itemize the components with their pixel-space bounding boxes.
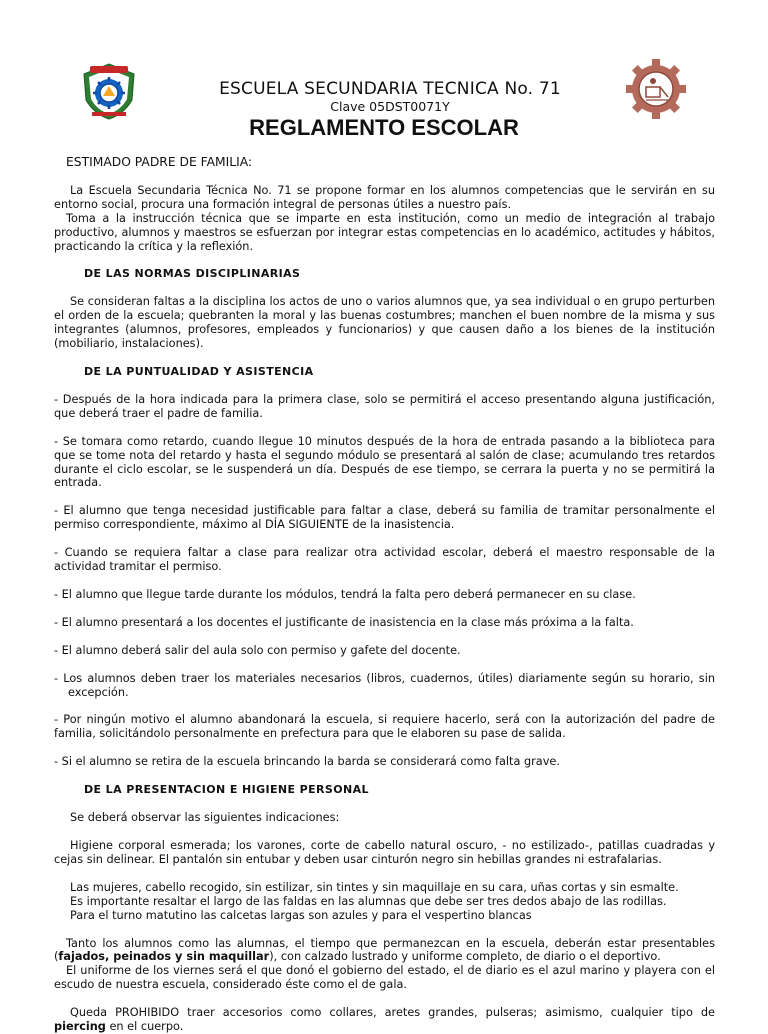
rule-item: - Después de la hora indicada para la primera clase, solo se permitirá el acceso presentando alguna justificación, que deberá traer el padre de familia. [54, 392, 715, 420]
section-heading-presentacion: DE LA PRESENTACION E HIGIENE PERSONAL [84, 783, 369, 797]
prohibido-text-end: en el cuerpo. [105, 1020, 184, 1034]
rule-item: - Si el alumno se retira de la escuela brincando la barda se considerará como falta grave. [54, 755, 560, 769]
presentables-paragraph [54, 937, 715, 965]
school-clave: Clave 05DST0071Y [330, 99, 450, 114]
uniforme-paragraph: El uniforme de los viernes será el que donó el gobierno del estado, el de diario es el azul marino y playera con el escudo de nuestra escuela, considerado éste como el de gala. [54, 964, 715, 992]
section-heading-puntualidad: DE LA PUNTUALIDAD Y ASISTENCIA [84, 364, 314, 378]
prohibido-emphasis: piercing [54, 1020, 106, 1034]
rule-item: - Los alumnos deben traer los materiales necesarios (libros, cuadernos, útiles) diariamente según su horario, sin excepción. [54, 671, 715, 699]
section-heading-normas: DE LAS NORMAS DISCIPLINARIAS [84, 267, 301, 281]
presentables-text-end: ), con calzado lustrado y uniforme completo, de diario o el deportivo. [269, 950, 661, 964]
rule-item: - El alumno que tenga necesidad justificable para faltar a clase, deberá su familia de tramitar personalmente el permiso correspondiente, máximo al DÍA SIGUIENTE de la inasistencia. [54, 504, 715, 532]
page-title: REGLAMENTO ESCOLAR [249, 115, 519, 140]
rule-item: - Cuando se requiera faltar a clase para realizar otra actividad escolar, deberá el maestro responsable de la actividad tramitar el permiso. [54, 546, 715, 574]
school-name: ESCUELA SECUNDARIA TECNICA No. 71 [219, 79, 561, 99]
intro-paragraph-2: Toma a la instrucción técnica que se imparte en esta institución, como un medio de integración al trabajo productivo, alumnos y maestros se esfuerzan por integrar estas competencias en lo académico, actitudes y hábitos, practicando la crítica y la reflexión. [54, 211, 715, 253]
mujeres-line-2: Es importante resaltar el largo de las faldas en las alumnas que debe ser tres dedos abajo de las rodillas. [70, 894, 667, 908]
presentables-text-start: Tanto los alumnos como las alumnas, el tiempo que permanezcan en la escuela, deberán estar presentables ( [54, 936, 715, 964]
normas-paragraph: Se consideran faltas a la disciplina los actos de uno o varios alumnos que, ya sea individual o en grupo perturben el orden de la escuela; quebranten la moral y las buenas costumbres; manchen el buen nombre de la misma y sus integrantes (alumnos, profesores, empleados y funcionarios) y que causen daño a los bienes de la institución (mobiliario, instalaciones). [54, 295, 715, 351]
presentacion-lead: Se deberá observar las siguientes indicaciones: [70, 811, 340, 825]
rule-item: - Por ningún motivo el alumno abandonará la escuela, si requiere hacerlo, será con la autorización del padre de familia, solicitándolo personalmente en prefectura para que le elaboren su pase de salida. [54, 713, 715, 741]
intro-paragraph-1: La Escuela Secundaria Técnica No. 71 se propone formar en los alumnos competencias que le servirán en su entorno social, procura una formación integral de personas útiles a nuestro país. [54, 183, 715, 211]
document-body [54, 156, 715, 1034]
rule-item: - Se tomara como retardo, cuando llegue 10 minutos después de la hora de entrada pasando a la biblioteca para que se tome nota del retardo y hasta el segundo módulo se presentará al salón de clase; acumulando tres retardos durante el ciclo escolar, se le suspenderá un día. Después de ese tiempo, se cerrara la puerta y no se permitirá la entrada. [54, 434, 715, 490]
prohibido-paragraph [54, 1006, 715, 1034]
rule-item: - El alumno que llegue tarde durante los módulos, tendrá la falta pero deberá permanecer en su clase. [54, 587, 636, 601]
rule-item: - El alumno deberá salir del aula solo con permiso y gafete del docente. [54, 643, 461, 657]
mujeres-line-3: Para el turno matutino las calcetas largas son azules y para el vespertino blancas [70, 908, 532, 922]
mujeres-line-1: Las mujeres, cabello recogido, sin estilizar, sin tintes y sin maquillaje en su cara, uñas cortas y sin esmalte. [70, 880, 679, 894]
salutation: ESTIMADO PADRE DE FAMILIA: [66, 155, 253, 169]
presentables-emphasis: fajados, peinados y sin maquillar [58, 950, 270, 964]
rule-item: - El alumno presentará a los docentes el justificante de inasistencia en la clase más próxima a la falta. [54, 615, 634, 629]
prohibido-text-start: Queda PROHIBIDO traer accesorios como collares, aretes grandes, pulseras; asimismo, cualquier tipo de [70, 1006, 715, 1020]
higiene-paragraph: Higiene corporal esmerada; los varones, corte de cabello natural oscuro, - no estilizado-, patillas cuadradas y cejas sin delinear. El pantalón sin entubar y deben usar cinturón negro sin hebillas grandes ni estrafalarias. [54, 839, 715, 866]
